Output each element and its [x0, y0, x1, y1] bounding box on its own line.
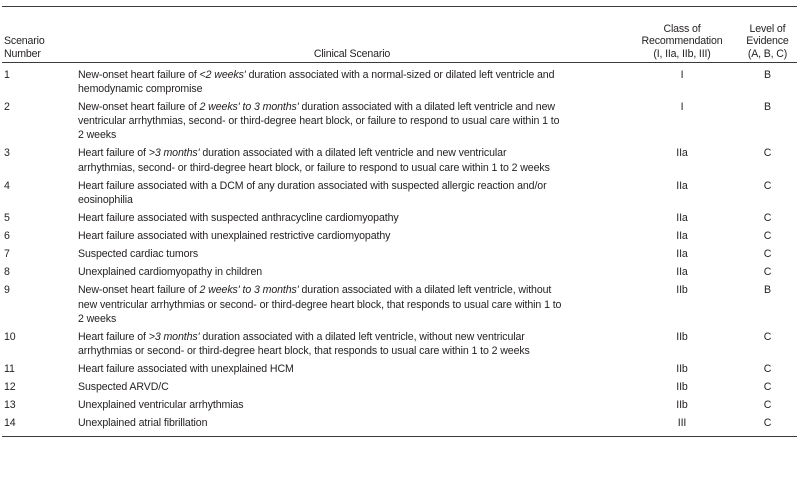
header-level-of-evidence [738, 23, 797, 61]
level-of-evidence: C [763, 266, 772, 279]
scenario-text: Heart failure of [78, 147, 149, 160]
table-row [2, 264, 797, 282]
header-level-line: (A, B, C) [747, 47, 788, 60]
scenario-line [78, 380, 622, 394]
scenario-duration-italic: 2 weeks' to 3 months' [199, 100, 299, 113]
scenario-text: New-onset heart failure of [78, 284, 200, 297]
class-of-recommendation: IIa [676, 266, 688, 279]
header-number-line: Scenario [4, 35, 45, 47]
scenario-number: 7 [4, 248, 10, 261]
scenario-duration-italic: <2 weeks' [199, 68, 246, 81]
scenario-number: 9 [4, 284, 10, 297]
level-of-evidence: C [763, 381, 772, 394]
table-bottom-rule [2, 436, 797, 437]
scenario-number: 3 [4, 147, 10, 160]
header-class-of-recommendation [626, 23, 738, 61]
table-row [2, 66, 797, 98]
scenario-text: 2 weeks [78, 312, 117, 325]
level-of-evidence: C [763, 147, 772, 160]
clinical-scenario [78, 398, 626, 412]
scenario-line [78, 179, 622, 193]
scenario-text: Heart failure of [78, 330, 149, 343]
scenario-text: Heart failure associated with a DCM of any duration associated with suspected allergic reaction and/or [78, 179, 547, 192]
scenario-text: arrhythmias, second- or third-degree heart block, or failure to respond to usual care within 1 to 2 weeks [78, 161, 550, 174]
clinical-scenario [78, 211, 626, 225]
scenario-line [78, 161, 622, 175]
scenario-number: 11 [4, 363, 15, 376]
recommendations-table [2, 6, 797, 437]
scenario-text: Suspected ARVD/C [78, 381, 169, 394]
scenario-text: hemodynamic compromise [78, 82, 203, 95]
scenario-text: Heart failure associated with unexplained HCM [78, 363, 294, 376]
scenario-number: 12 [4, 381, 16, 394]
header-clinical-scenario [78, 48, 626, 61]
clinical-scenario [78, 362, 626, 376]
level-of-evidence: C [763, 211, 772, 224]
clinical-scenario [78, 380, 626, 394]
clinical-scenario [78, 100, 626, 143]
header-number-line: Number [4, 47, 41, 60]
table-row [2, 227, 797, 245]
level-of-evidence: B [764, 100, 771, 113]
clinical-scenario [78, 229, 626, 243]
table-row [2, 98, 797, 145]
scenario-number: 10 [4, 330, 16, 343]
class-of-recommendation: IIa [676, 179, 688, 192]
table-row [2, 361, 797, 379]
scenario-text: duration associated with a normal-sized or dilated left ventricle and [245, 68, 555, 81]
scenario-text: duration associated with a dilated left ventricle, without new ventricular [199, 330, 525, 343]
scenario-line [78, 344, 622, 358]
level-of-evidence: C [763, 417, 772, 430]
level-of-evidence: B [764, 68, 771, 81]
scenario-line [78, 128, 622, 142]
table-row [2, 415, 797, 433]
scenario-text: Unexplained atrial fibrillation [78, 417, 208, 430]
scenario-text: 2 weeks [78, 129, 117, 142]
scenario-line [78, 398, 622, 412]
level-of-evidence: C [763, 179, 772, 192]
scenario-number: 14 [4, 417, 16, 430]
class-of-recommendation: IIa [676, 147, 688, 160]
clinical-scenario [78, 265, 626, 279]
scenario-text: duration associated with a dilated left ventricle and new ventricular [199, 147, 507, 160]
class-of-recommendation: IIa [676, 230, 688, 243]
scenario-line [78, 68, 622, 82]
scenario-line [78, 193, 622, 207]
scenario-line [78, 362, 622, 376]
header-scenario-label: Clinical Scenario [313, 47, 391, 60]
scenario-text: New-onset heart failure of [78, 68, 200, 81]
header-level-line: Evidence [746, 35, 789, 47]
scenario-number: 13 [4, 399, 16, 412]
level-of-evidence: C [763, 330, 772, 343]
class-of-recommendation: IIb [676, 363, 688, 376]
scenario-duration-italic: >3 months' [148, 330, 200, 343]
scenario-text: Suspected cardiac tumors [78, 248, 199, 261]
table-row [2, 282, 797, 329]
class-of-recommendation: IIb [676, 381, 688, 394]
scenario-line [78, 114, 622, 128]
class-of-recommendation: IIb [676, 284, 688, 297]
clinical-scenario [78, 68, 626, 96]
clinical-scenario [78, 283, 626, 326]
clinical-scenario [78, 146, 626, 174]
clinical-scenario [78, 416, 626, 430]
scenario-line [78, 229, 622, 243]
scenario-text: Unexplained cardiomyopathy in children [78, 266, 263, 279]
scenario-line [78, 312, 622, 326]
scenario-line [78, 283, 622, 297]
level-of-evidence: C [763, 399, 772, 412]
scenario-line [78, 146, 622, 160]
class-of-recommendation: I [680, 100, 684, 113]
scenario-text: Unexplained ventricular arrhythmias [78, 399, 244, 412]
header-class-line: Class of [663, 22, 701, 35]
level-of-evidence: C [763, 363, 772, 376]
scenario-line [78, 211, 622, 225]
class-of-recommendation: IIb [676, 330, 688, 343]
table-row [2, 145, 797, 177]
level-of-evidence: C [763, 248, 772, 261]
scenario-text: duration associated with a dilated left ventricle and new [298, 100, 555, 113]
scenario-text: New-onset heart failure of [78, 100, 200, 113]
class-of-recommendation: IIb [676, 399, 688, 412]
scenario-number: 1 [4, 68, 10, 81]
header-class-line: (I, IIa, IIb, III) [653, 47, 711, 60]
scenario-duration-italic: 2 weeks' to 3 months' [199, 284, 299, 297]
scenario-number: 5 [4, 211, 10, 224]
table-row [2, 328, 797, 360]
scenario-text: ventricular arrhythmias, second- or third-degree heart block, or failure to respond to usual care within 1 to [78, 115, 560, 128]
clinical-scenario [78, 179, 626, 207]
scenario-text: arrhythmias or second- or third-degree heart block, that responds to usual care within 1 to 2 weeks [78, 345, 530, 358]
scenario-line [78, 265, 622, 279]
level-of-evidence: C [763, 230, 772, 243]
class-of-recommendation: IIa [676, 248, 688, 261]
scenario-number: 4 [4, 179, 10, 192]
scenario-text: duration associated with a dilated left ventricle, without [298, 284, 552, 297]
scenario-line [78, 82, 622, 96]
scenario-line [78, 330, 622, 344]
class-of-recommendation: IIa [676, 211, 688, 224]
scenario-line [78, 247, 622, 261]
scenario-number: 6 [4, 230, 10, 243]
table-row [2, 379, 797, 397]
header-class-line: Recommendation [641, 35, 723, 47]
class-of-recommendation: III [677, 417, 687, 430]
scenario-text: new ventricular arrhythmias or second- or third-degree heart block, that responds to usual care within 1 to [78, 298, 562, 311]
clinical-scenario [78, 330, 626, 358]
scenario-text: Heart failure associated with suspected anthracycline cardiomyopathy [78, 211, 399, 224]
scenario-number: 8 [4, 266, 10, 279]
table-row [2, 246, 797, 264]
header-scenario-number [2, 35, 78, 60]
table-body [2, 63, 797, 436]
clinical-scenario [78, 247, 626, 261]
level-of-evidence: B [764, 284, 771, 297]
class-of-recommendation: I [680, 68, 684, 81]
table-row [2, 177, 797, 209]
table-header [2, 7, 797, 62]
scenario-line [78, 100, 622, 114]
scenario-duration-italic: >3 months' [148, 147, 200, 160]
scenario-text: Heart failure associated with unexplained restrictive cardiomyopathy [78, 230, 391, 243]
scenario-line [78, 298, 622, 312]
table-row [2, 209, 797, 227]
scenario-number: 2 [4, 100, 10, 113]
scenario-line [78, 416, 622, 430]
scenario-text: eosinophilia [78, 193, 133, 206]
table-row [2, 397, 797, 415]
header-level-line: Level of [749, 22, 786, 35]
